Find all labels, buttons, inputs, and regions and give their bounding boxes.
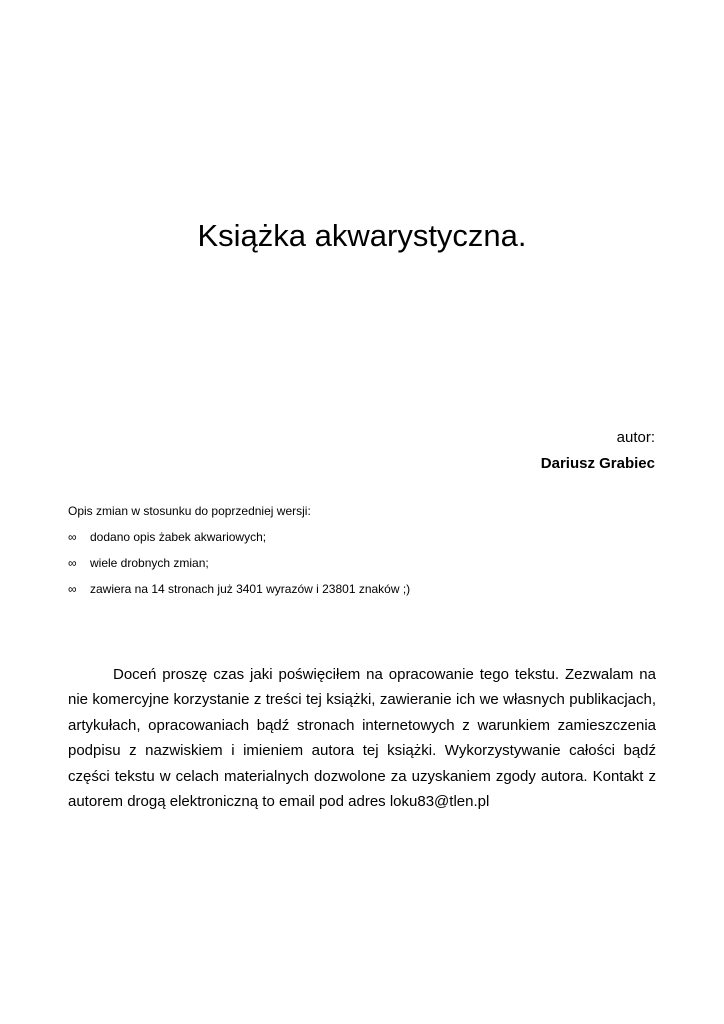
changes-list [68, 529, 658, 597]
infinity-bullet-icon: ∞ [68, 556, 77, 570]
changes-heading: Opis zmian w stosunku do poprzedniej wersji: [68, 504, 311, 518]
list-item-text: wiele drobnych zmian; [90, 556, 209, 570]
infinity-bullet-icon: ∞ [68, 530, 77, 544]
changes-section [68, 503, 658, 607]
document-title: Książka akwarystyczna. [197, 218, 527, 253]
author-name: Dariusz Grabiec [540, 455, 655, 472]
list-item [68, 555, 658, 571]
body-paragraph [68, 662, 656, 814]
list-item [68, 529, 658, 545]
infinity-bullet-icon: ∞ [68, 582, 77, 596]
author-label: autor: [616, 429, 655, 446]
list-item [68, 581, 658, 597]
body-paragraph-text: Doceń proszę czas jaki poświęciłem na opracowanie tego tekstu. Zezwalam na nie komercyjne korzystanie z treści tej książki, zawieranie ich we własnych publikacjach, artykułach, opracowaniach bądź stronach internetowych z warunkiem zamieszczenia podpisu z nazwiskiem i imieniem autora tej książki. Wykorzystywanie całości bądź części tekstu w celach materialnych dozwolone za uzyskaniem zgody autora. Kontakt z autorem drogą elektroniczną to email pod adres loku83@tlen.pl [68, 666, 656, 811]
list-item-text: dodano opis żabek akwariowych; [90, 530, 267, 544]
list-item-text: zawiera na 14 stronach już 3401 wyrazów i 23801 znaków ;) [90, 582, 411, 596]
